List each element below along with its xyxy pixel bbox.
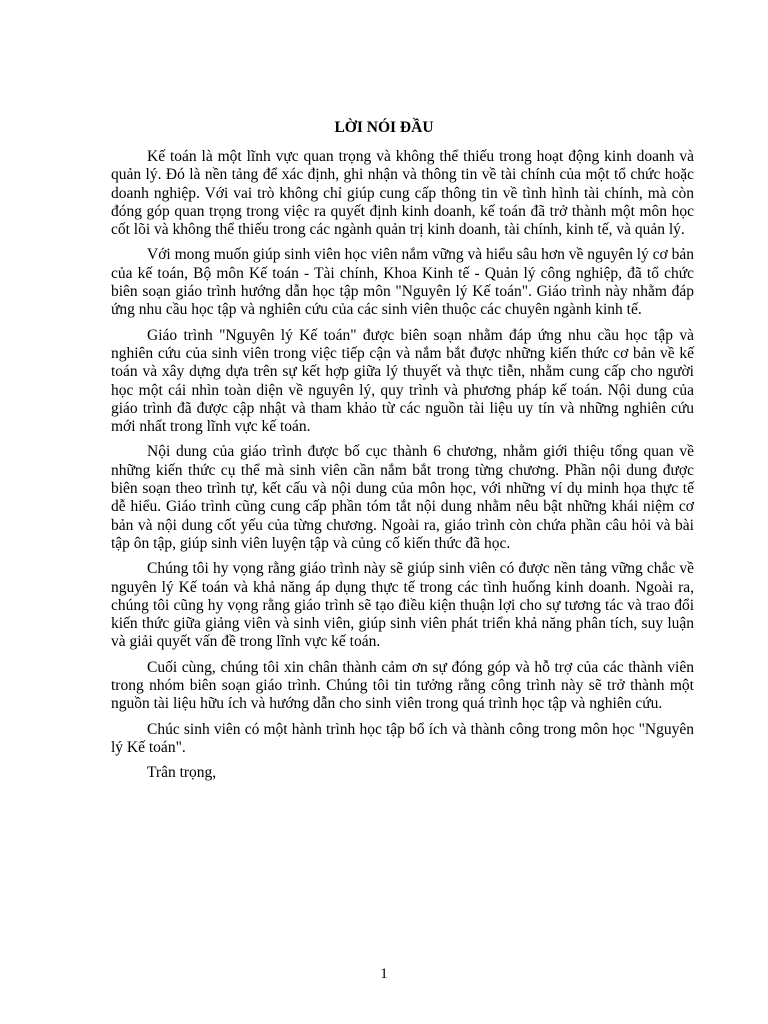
document-body: [111, 148, 694, 783]
paragraph-structure: Nội dung của giáo trình được bố cục thành 6 chương, nhằm giới thiệu tổng quan về những kiến thức cụ thể mà sinh viên cần nắm bắt trong từng chương. Phần nội dung được biên soạn theo trình tự, kết cấu và nội dung của môn học, với những ví dụ minh họa thực tế dễ hiểu. Giáo trình cũng cung cấp phần tóm tắt nội dung nhằm nêu bật những khái niệm cơ bản và nội dung cốt yếu của từng chương. Ngoài ra, giáo trình còn chứa phần câu hỏi và bài tập ôn tập, giúp sinh viên luyện tập và củng cố kiến thức đã học.: [111, 443, 694, 552]
paragraph-purpose: Với mong muốn giúp sinh viên học viên nắm vững và hiểu sâu hơn về nguyên lý cơ bản của kế toán, Bộ môn Kế toán - Tài chính, Khoa Kinh tế - Quản lý công nghiệp, đã tổ chức biên soạn giáo trình hướng dẫn học tập môn "Nguyên lý Kế toán". Giáo trình này nhằm đáp ứng nhu cầu học tập và nghiên cứu của các sinh viên thuộc các chuyên ngành kinh tế.: [111, 246, 694, 319]
paragraph-thanks: Cuối cùng, chúng tôi xin chân thành cảm ơn sự đóng góp và hỗ trợ của các thành viên trong nhóm biên soạn giáo trình. Chúng tôi tin tưởng rằng công trình này sẽ trở thành một nguồn tài liệu hữu ích và hướng dẫn cho sinh viên trong quá trình học tập và nghiên cứu.: [111, 658, 694, 713]
paragraph-intro: Kế toán là một lĩnh vực quan trọng và không thể thiếu trong hoạt động kinh doanh và quản lý. Đó là nền tảng để xác định, ghi nhận và thông tin về tài chính của một tổ chức hoặc doanh nghiệp. Với vai trò không chỉ giúp cung cấp thông tin về tình hình tài chính, mà còn đóng góp quan trọng trong việc ra quyết định kinh doanh, kế toán đã trở thành một môn học cốt lõi và không thể thiếu trong các ngành quản trị kinh doanh, tài chính, kinh tế, và quản lý.: [111, 148, 694, 239]
paragraph-closing: Trân trọng,: [147, 764, 217, 782]
paragraph-wishes: Chúc sinh viên có một hành trình học tập bổ ích và thành công trong môn học "Nguyên lý Kế toán".: [111, 720, 694, 756]
page-number: 1: [380, 966, 388, 982]
paragraph-content-scope: Giáo trình "Nguyên lý Kế toán" được biên soạn nhằm đáp ứng nhu cầu học tập và nghiên cứu của sinh viên trong việc tiếp cận và nắm bắt được những kiến thức cơ bản về kế toán và xây dựng dựa trên sự kết hợp giữa lý thuyết và thực tiễn, nhằm cung cấp cho người học một cái nhìn toàn diện về nguyên lý, quy trình và phương pháp kế toán. Nội dung của giáo trình đã được cập nhật và tham khảo từ các nguồn tài liệu uy tín và những nghiên cứu mới nhất trong lĩnh vực kế toán.: [111, 326, 694, 436]
paragraph-hope: Chúng tôi hy vọng rằng giáo trình này sẽ giúp sinh viên có được nền tảng vững chắc về nguyên lý Kế toán và khả năng áp dụng thực tế trong các tình huống kinh doanh. Ngoài ra, chúng tôi cũng hy vọng rằng giáo trình sẽ tạo điều kiện thuận lợi cho sự tương tác và trao đổi kiến thức giữa giảng viên và sinh viên, giúp sinh viên phát triển khả năng phân tích, suy luận và giải quyết vấn đề trong lĩnh vực kế toán.: [111, 560, 694, 651]
page-title: LỜI NÓI ĐẦU: [334, 119, 434, 136]
